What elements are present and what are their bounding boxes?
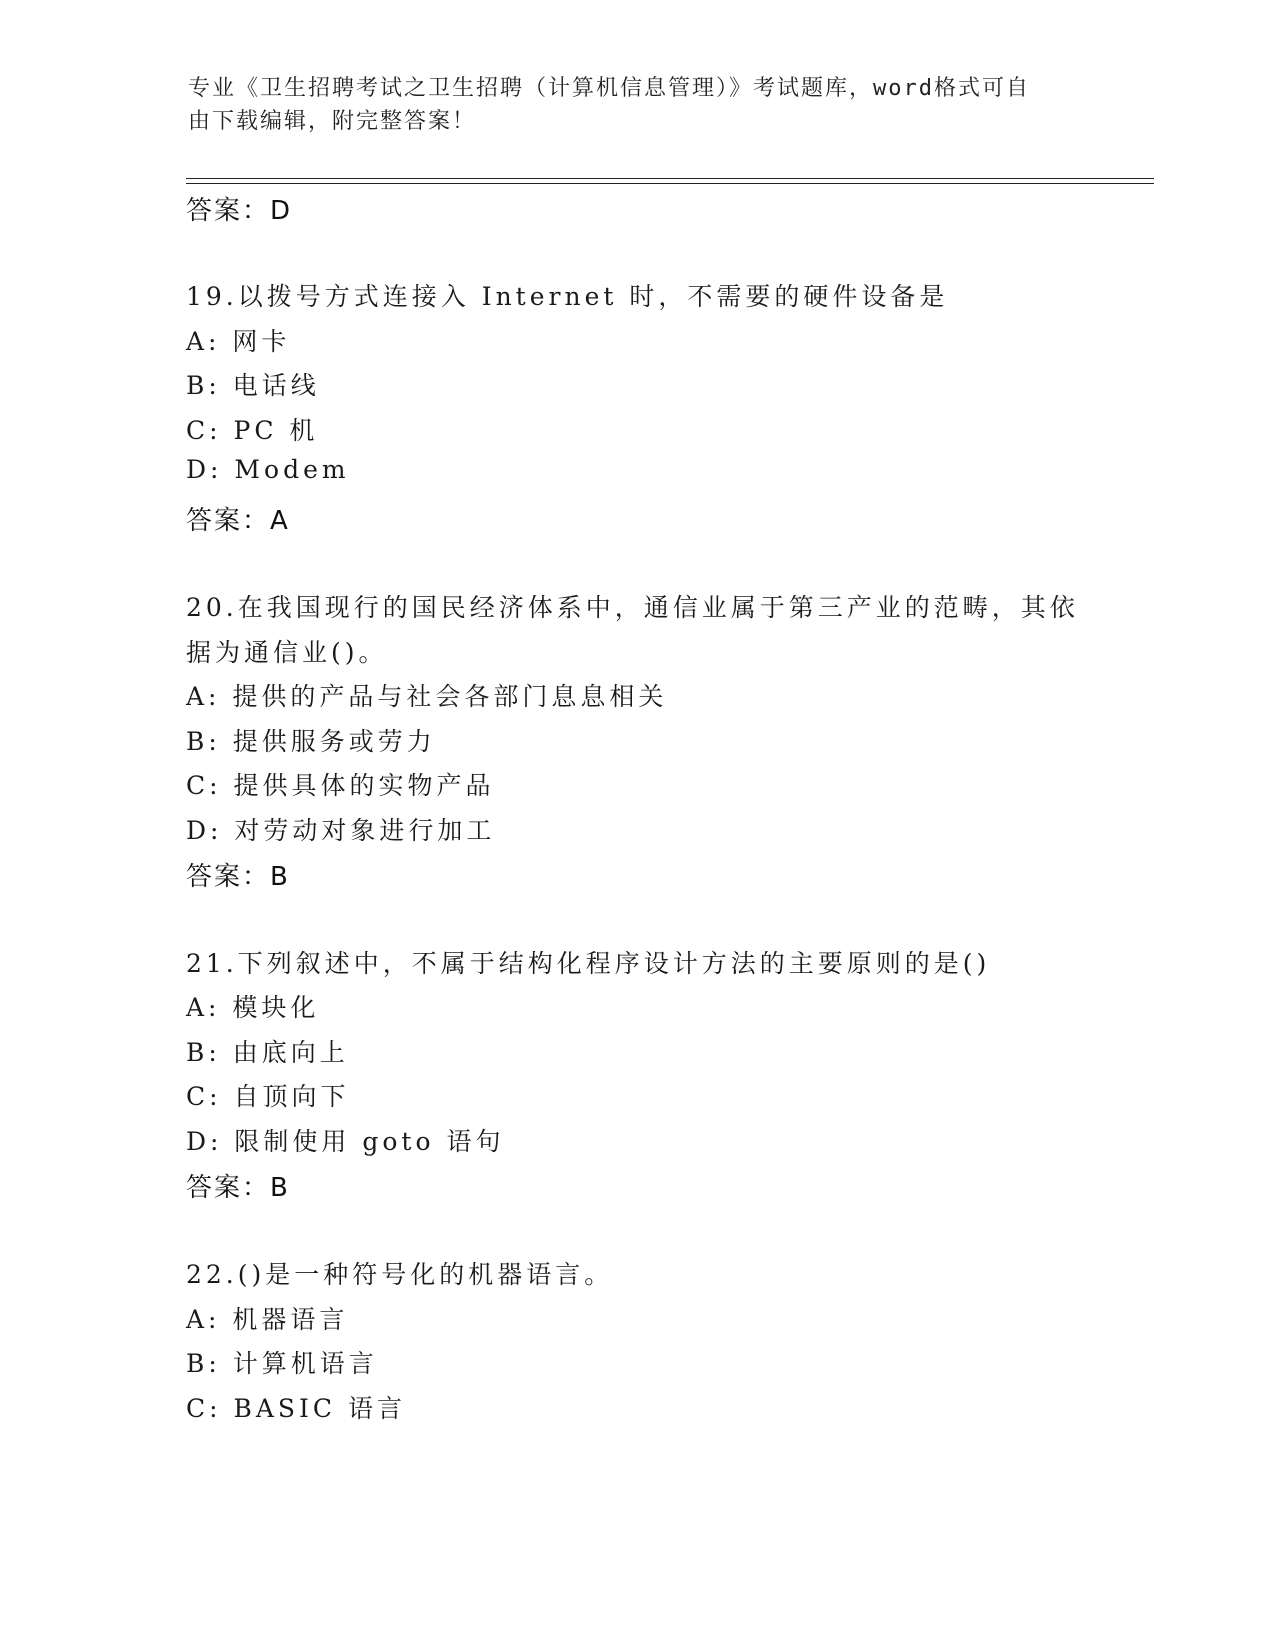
question-20-option-a: A: 提供的产品与社会各部门息息相关	[186, 682, 668, 711]
question-20-answer: 答案：B	[186, 862, 290, 892]
question-21-option-a: A: 模块化	[186, 993, 320, 1022]
question-20-stem-line-2: 据为通信业()。	[186, 638, 388, 667]
question-19-stem: 19.以拨号方式连接入 Internet 时，不需要的硬件设备是	[186, 282, 949, 311]
header-divider-top	[186, 178, 1154, 179]
header-divider-bottom	[186, 183, 1154, 184]
question-19-answer: 答案：A	[186, 506, 290, 536]
question-20-option-b: B: 提供服务或劳力	[186, 727, 436, 756]
question-22-option-b: B: 计算机语言	[186, 1349, 378, 1378]
question-21-option-b: B: 由底向上	[186, 1038, 349, 1067]
document-header	[188, 72, 1088, 138]
header-line-1: 专业《卫生招聘考试之卫生招聘（计算机信息管理）》考试题库，word格式可自	[188, 76, 1030, 101]
previous-answer: 答案：D	[186, 196, 293, 226]
question-20-option-d: D: 对劳动对象进行加工	[186, 816, 496, 845]
question-22-option-c: C: BASIC 语言	[186, 1394, 407, 1423]
question-20-stem-line-1: 20.在我国现行的国民经济体系中，通信业属于第三产业的范畴，其依	[186, 593, 1079, 622]
question-19-option-b: B: 电话线	[186, 371, 320, 400]
question-19-option-a: A: 网卡	[186, 327, 291, 356]
question-19-option-d: D: Modem	[186, 455, 350, 484]
question-21-answer: 答案：B	[186, 1173, 290, 1203]
question-21-stem: 21.下列叙述中，不属于结构化程序设计方法的主要原则的是()	[186, 949, 991, 978]
question-20-option-c: C: 提供具体的实物产品	[186, 771, 495, 800]
question-22-stem: 22.()是一种符号化的机器语言。	[186, 1260, 614, 1289]
question-21-option-c: C: 自顶向下	[186, 1082, 350, 1111]
question-22-option-a: A: 机器语言	[186, 1305, 349, 1334]
header-line-2: 由下载编辑，附完整答案！	[188, 109, 477, 134]
question-21-option-d: D: 限制使用 goto 语句	[186, 1127, 505, 1156]
question-19-option-c: C: PC 机	[186, 416, 319, 445]
